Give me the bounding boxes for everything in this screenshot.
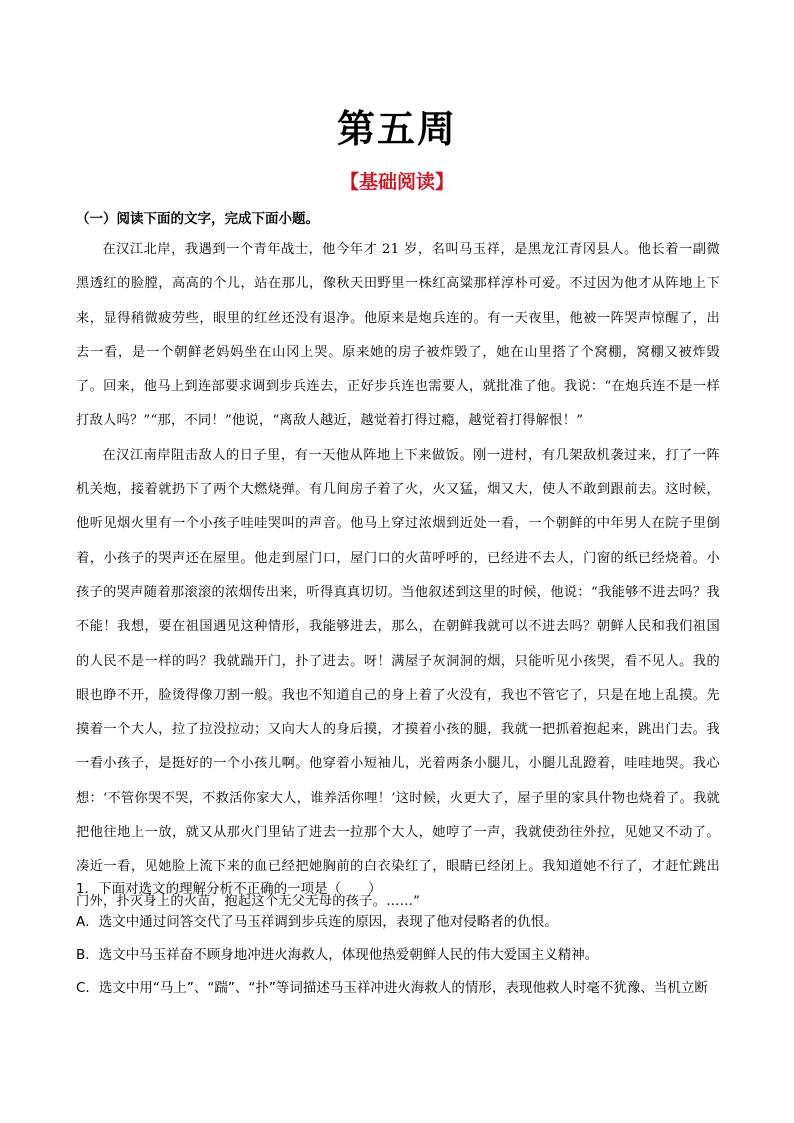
section-heading: （一）阅读下面的文字，完成下面小题。 [76, 211, 319, 227]
option-b: B．选文中马玉祥奋不顾身地冲进火海救人，体现他热爱朝鲜人民的伟大爱国主义精神。 [76, 947, 599, 963]
reading-passage [76, 233, 720, 919]
option-c: C．选文中用“马上”、“踹”、“扑”等词描述马玉祥冲进火海救人的情形，表现他救人时毫不犹豫、当机立断 [76, 980, 708, 996]
question-block [76, 878, 726, 1010]
question-1: 1．下面对选文的理解分析不正确的一项是（ ） [76, 881, 382, 897]
section-subtitle: 【基础阅读】 [339, 171, 454, 193]
passage-paragraph-2: 在汉江南岸阻击敌人的日子里，有一天他从阵地上下来做饭。刚一进村，有几架敌机袭过来，打了一阵机关炮，接着就扔下了两个大燃烧弹。有几间房子着了火，火又猛，烟又大，使人不敢到跟前去。这时候，他听见烟火里有一个小孩子哇哇哭叫的声音。他马上穿过浓烟到近处一看，一个朝鲜的中年男人在院子里倒着，小孩子的哭声还在屋里。他走到屋门口，屋门口的火苗呼呼的，已经进不去人，门窗的纸已经烧着。小孩子的哭声随着那滚滚的浓烟传出来，听得真真切切。当他叙述到这里的时候，他说：“我能够不进去吗？我不能！我想，要在祖国遇见这种情形，我能够进去，那么，在朝鲜我就可以不进去吗？朝鲜人民和我们祖国的人民不是一样的吗？我就踹开门，扑了进去。呀！满屋子灰洞洞的烟，只能听见小孩哭，看不见人。我的眼也睁不开，脸烫得像刀割一般。我也不知道自己的身上着了火没有，我也不管它了，只是在地上乱摸。先摸着一个大人，拉了拉没拉动；又向大人的身后摸，才摸着小孩的腿，我就一把抓着抱起来，跳出门去。我一看小孩子，是挺好的一个小孩儿啊。他穿着小短袖儿，光着两条小腿儿，小腿儿乱蹬着，哇哇地哭。我心想：‘不管你哭不哭，不救活你家大人，谁养活你哩！’这时候，火更大了，屋子里的家具什物也烧着了。我就把他往地上一放，就又从那火门里钻了进去一拉那个大人，她哼了一声，我就使劲往外拉，见她又不动了。凑近一看，见她脸上流下来的血已经把她胸前的白衣染红了，眼睛已经闭上。我知道她不行了，才赶忙跳出门外，扑灭身上的火苗，抱起这个无父无母的孩子。……” [76, 447, 720, 909]
page-title: 第五周 [336, 107, 457, 151]
option-a: A．选文中通过问答交代了马玉祥调到步兵连的原因，表现了他对侵略者的仇恨。 [76, 914, 558, 930]
passage-paragraph-1: 在汉江北岸，我遇到一个青年战士，他今年才 21 岁，名叫马玉祥，是黑龙江青冈县人。他长着一副微黑透红的脸膛，高高的个儿，站在那儿，像秋天田野里一株红高粱那样淳朴可爱。不过因为他才从阵地上下来，显得稍微疲劳些，眼里的红丝还没有退净。他原来是炮兵连的。有一天夜里，他被一阵哭声惊醒了，出去一看，是一个朝鲜老妈妈坐在山冈上哭。原来她的房子被炸毁了，她在山里搭了个窝棚，窝棚又被炸毁了。回来，他马上到连部要求调到步兵连去，正好步兵连也需要人，就批准了他。我说：“在炮兵连不是一样打敌人吗？”“那，不同！”他说，“离敌人越近，越觉着打得过瘾，越觉着打得解恨！” [76, 242, 720, 429]
